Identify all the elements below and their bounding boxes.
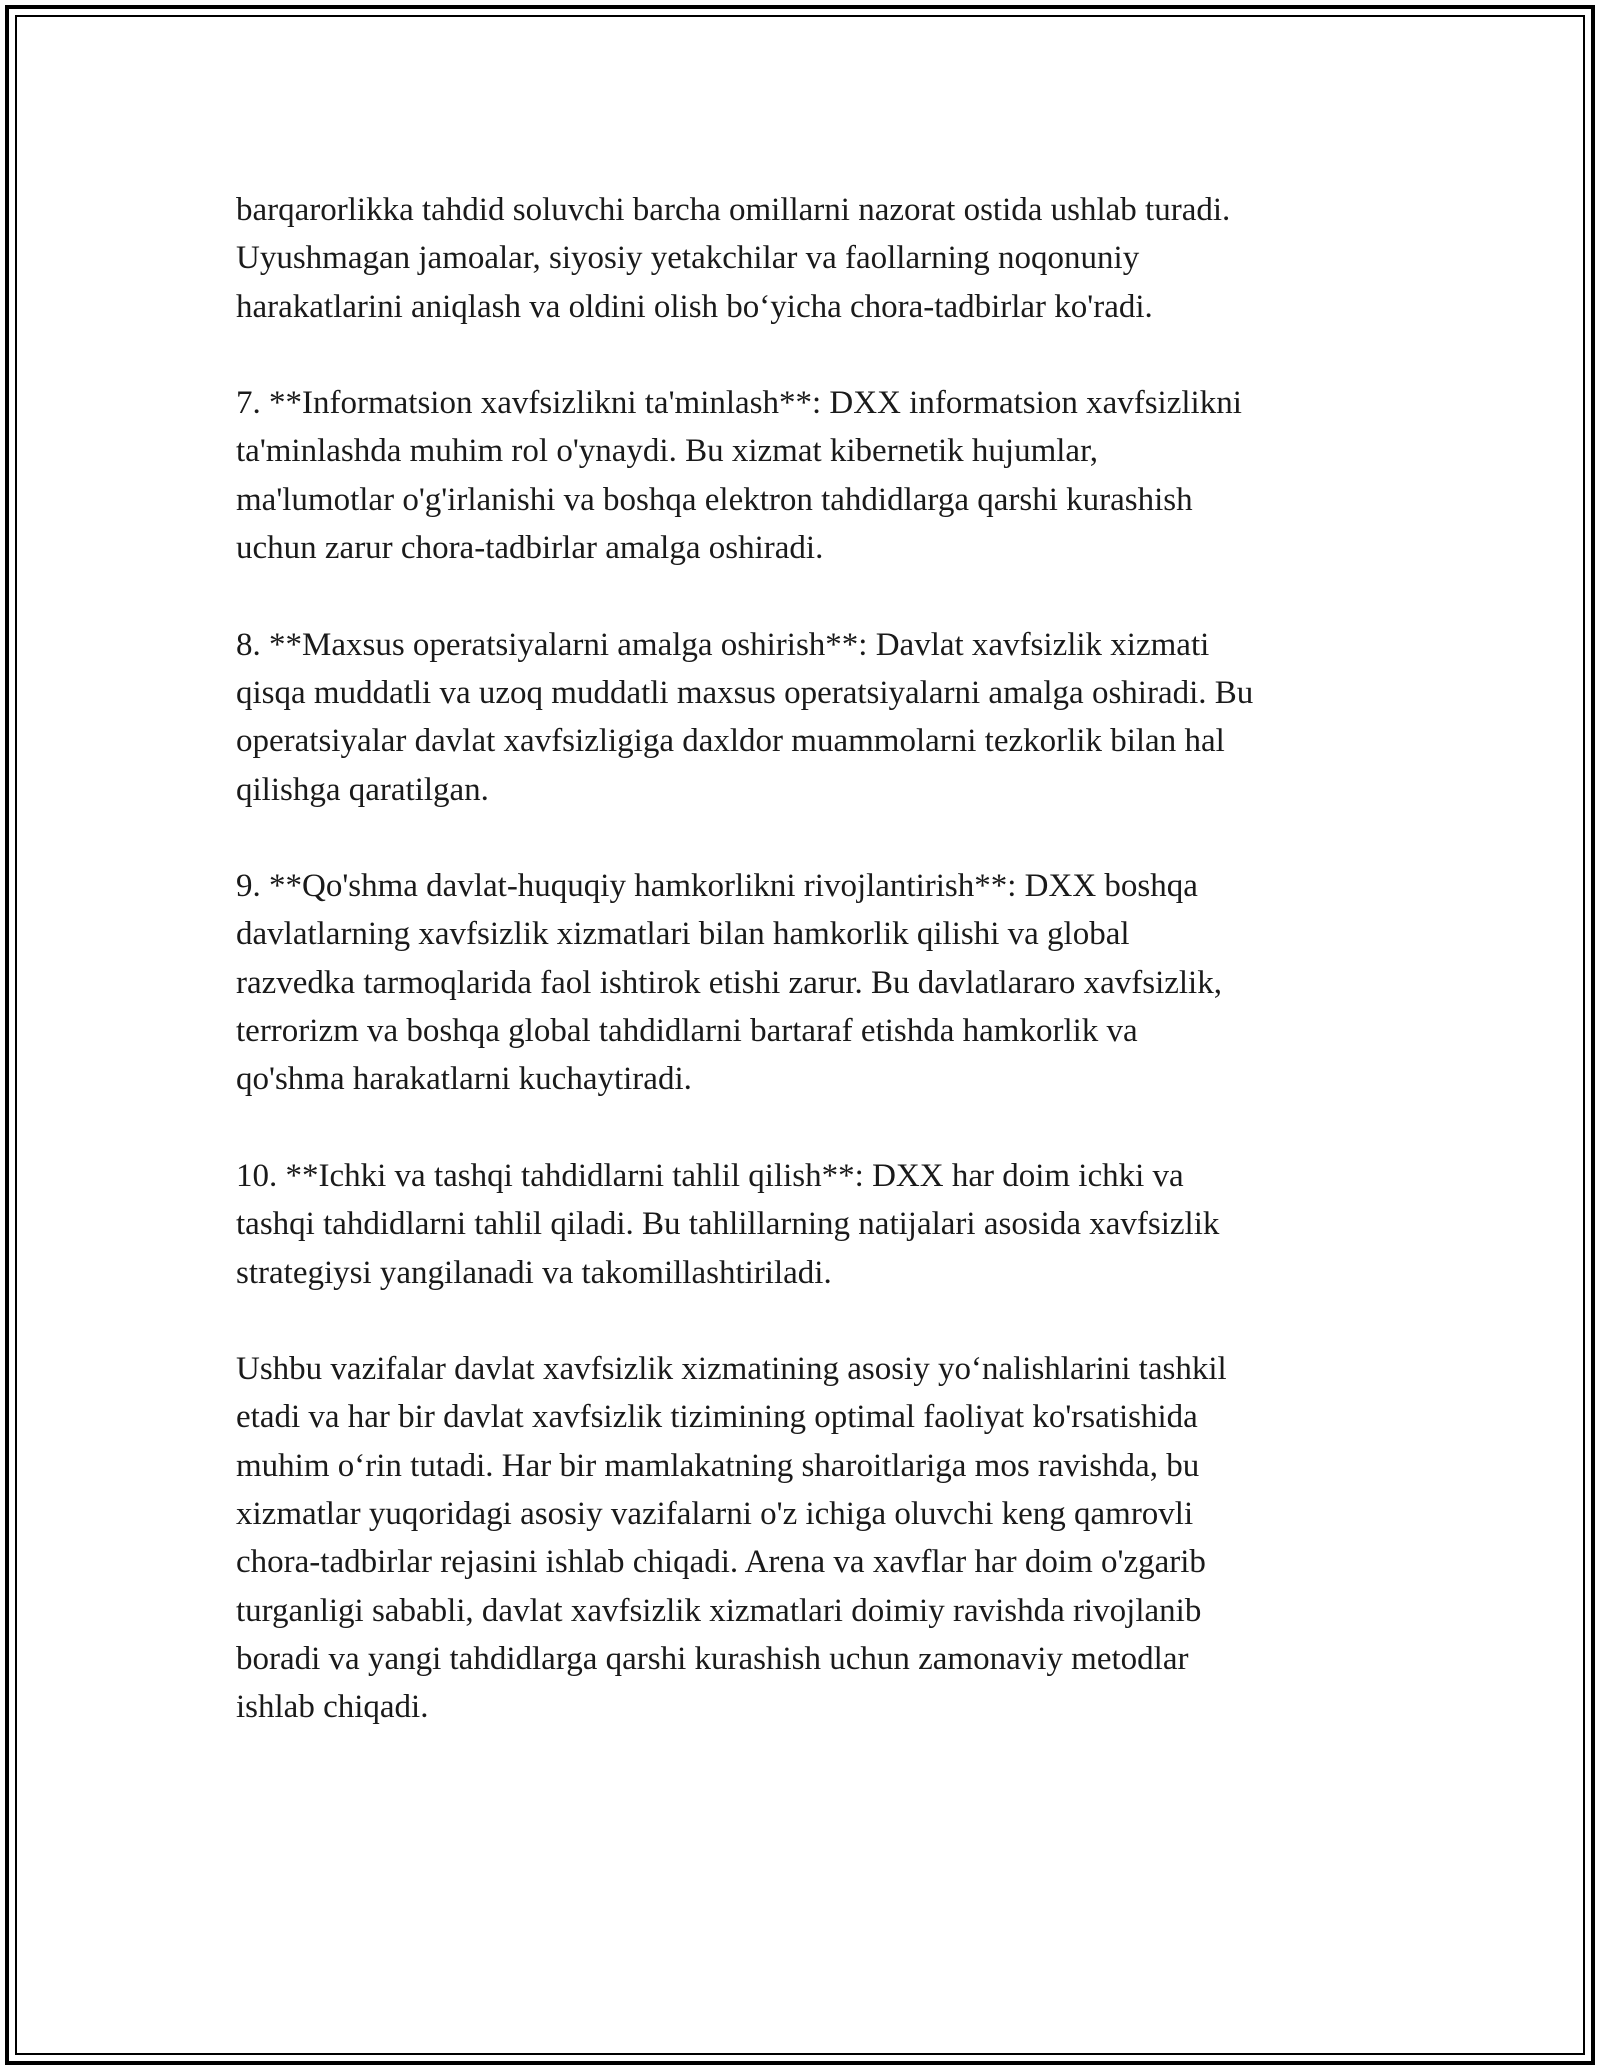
paragraph-item-7: 7. **Informatsion xavfsizlikni ta'minlash**: DXX informatsion xavfsizlikni ta'minlashda muhim rol o'ynaydi. Bu xizmat kibernetik hujumlar, ma'lumotlar o'g'irlanishi va boshqa elektron tahdidlarga qarshi kurashish uchun zarur chora-tadbirlar amalga oshiradi. — [236, 385, 1242, 567]
document-body — [236, 186, 1386, 1732]
paragraph-item-8: 8. **Maxsus operatsiyalarni amalga oshirish**: Davlat xavfsizlik xizmati qisqa muddatli va uzoq muddatli maxsus operatsiyalarni amalga oshiradi. Bu operatsiyalar davlat xavfsizligiga daxldor muammolarni tezkorlik bilan hal qilishga qaratilgan. — [236, 626, 1254, 808]
paragraph-conclusion: Ushbu vazifalar davlat xavfsizlik xizmatining asosiy yo‘nalishlarini tashkil etadi va har bir davlat xavfsizlik tizimining optimal faoliyat ko'rsatishida muhim o‘rin tutadi. Har bir mamlakatning sharoitlariga mos ravishda, bu xizmatlar yuqoridagi asosiy vazifalarni o'z ichiga oluvchi keng qamrovli chora-tadbirlar rejasini ishlab chiqadi. Arena va xavflar har doim o'zgarib turganligi sababli, davlat xavfsizlik xizmatlari doimiy ravishda rivojlanib boradi va yangi tahdidlarga qarshi kurashish uchun zamonaviy metodlar ishlab chiqadi. — [236, 1351, 1227, 1726]
paragraph-item-10: 10. **Ichki va tashqi tahdidlarni tahlil qilish**: DXX har doim ichki va tashqi tahdidlarni tahlil qiladi. Bu tahlillarning natijalari asosida xavfsizlik strategiysi yangilanadi va takomillashtiriladi. — [236, 1157, 1220, 1291]
paragraph-item-9: 9. **Qo'shma davlat-huquqiy hamkorlikni rivojlantirish**: DXX boshqa davlatlarning xavfsizlik xizmatlari bilan hamkorlik qilishi va global razvedka tarmoqlarida faol ishtirok etishi zarur. Bu davlatlararo xavfsizlik, terrorizm va boshqa global tahdidlarni bartaraf etishda hamkorlik va qo'shma harakatlarni kuchaytiradi. — [236, 868, 1222, 1098]
paragraph-continuation: barqarorlikka tahdid soluvchi barcha omillarni nazorat ostida ushlab turadi. Uyushmagan jamoalar, siyosiy yetakchilar va faollarning noqonuniy harakatlarini aniqlash va oldini olish bo‘yicha chora-tadbirlar ko'radi. — [236, 192, 1231, 325]
